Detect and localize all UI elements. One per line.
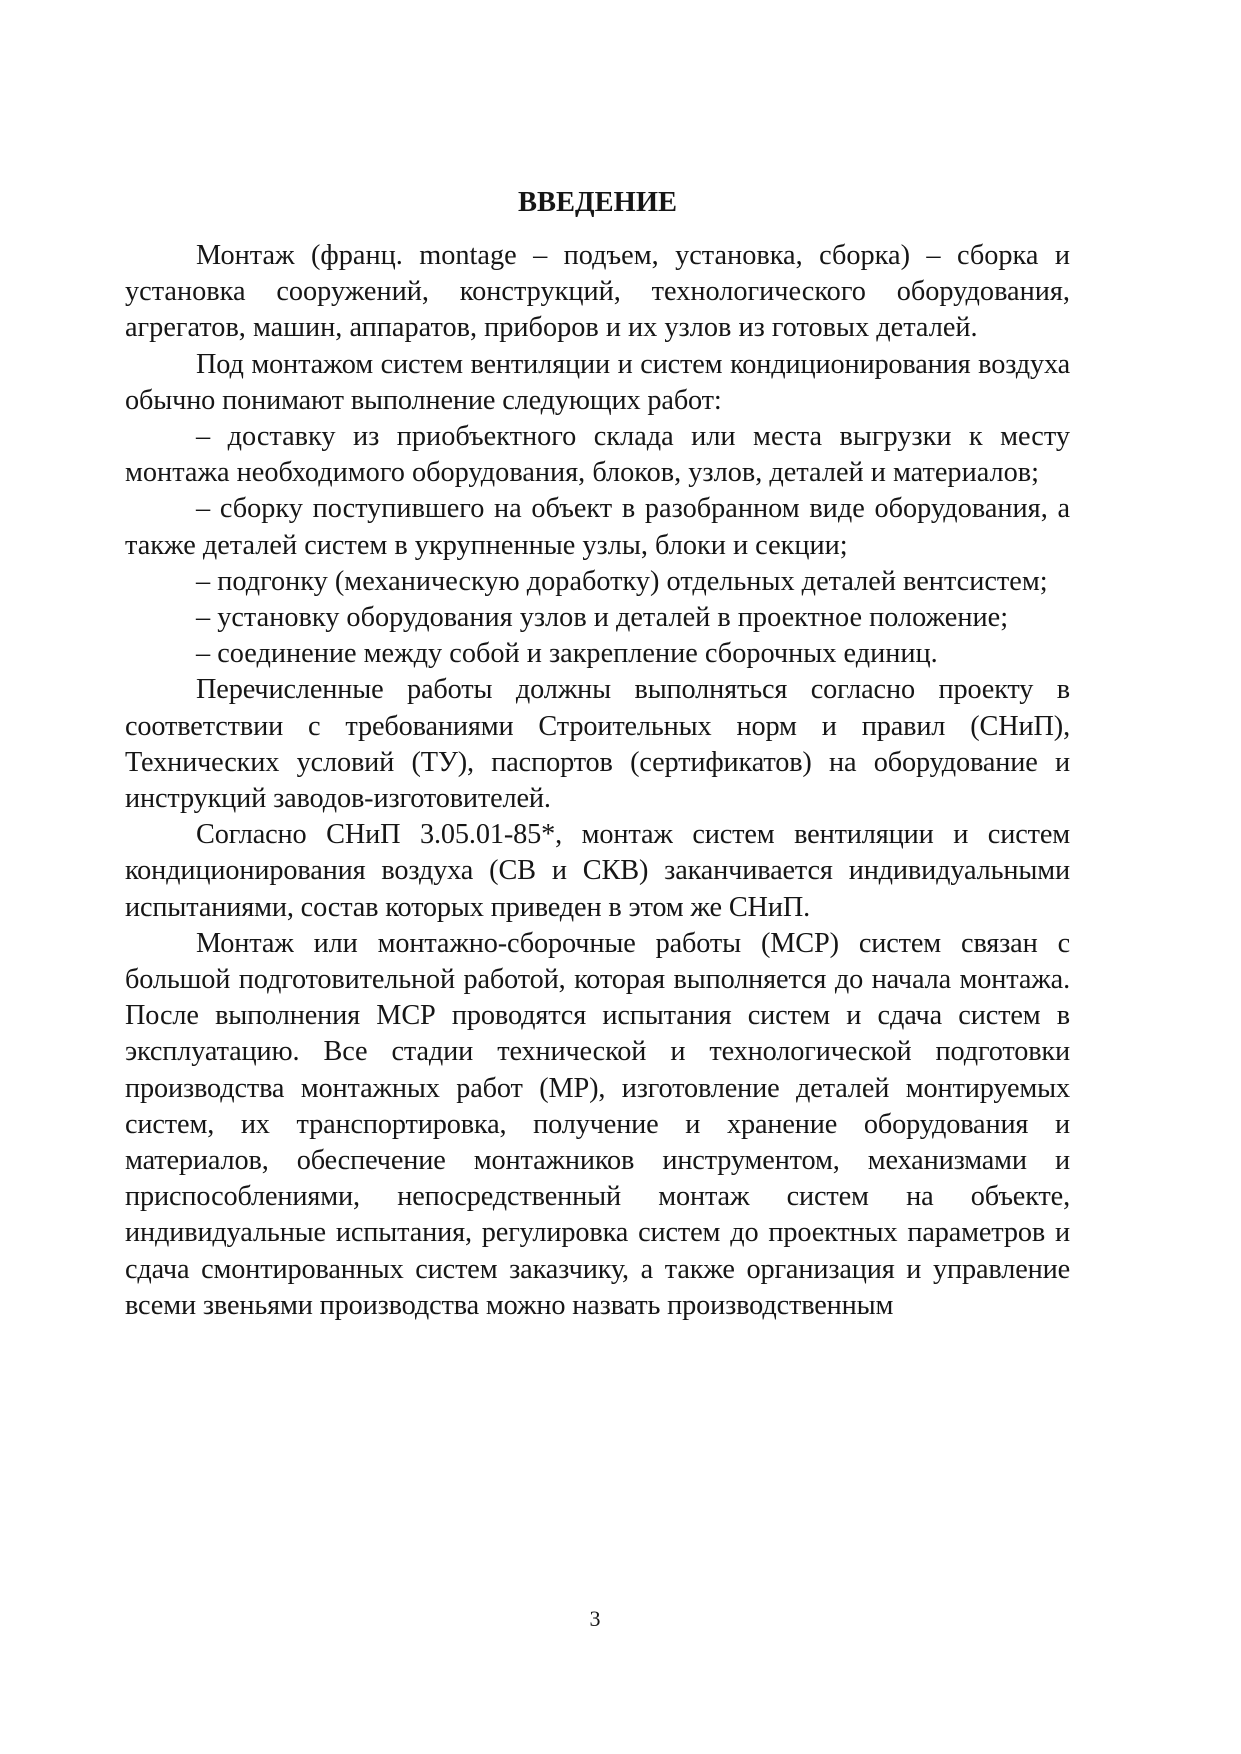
paragraph-joining-item: – соединение между собой и закрепление сборочных единиц. xyxy=(196,638,938,670)
paragraph-delivery-item: – доставку из приобъектного склада или места выгрузки к месту монтажа необходимого оборудования, блоков, узлов, деталей и материалов; xyxy=(125,421,1070,489)
paragraph-montage-definition: Монтаж (франц. montage – подъем, установка, сборка) – сборка и установка сооружений, конструкций, технологического оборудования, агрегатов, машин, аппаратов, приборов и их узлов из готовых деталей. xyxy=(125,240,1070,344)
paragraph-work-list-intro: Под монтажом систем вентиляции и систем кондиционирования воздуха обычно понимают выполнение следующих работ: xyxy=(125,348,1070,416)
paragraph-fitting-item: – подгонку (механическую доработку) отдельных деталей вентсистем; xyxy=(196,565,1048,597)
paragraph-regulations: Перечисленные работы должны выполняться согласно проекту в соответствии с требованиями Строительных норм и правил (СНиП), Технических условий (ТУ), паспортов (сертификатов) на оборудование и инструкций заводов-изготовителей. xyxy=(125,674,1070,815)
page-number: 3 xyxy=(589,1606,601,1631)
body-text xyxy=(125,238,1070,1324)
paragraph-installation-item: – установку оборудования узлов и деталей в проектное положение; xyxy=(196,602,1009,634)
paragraph-snip-reference: Согласно СНиП 3.05.01-85*, монтаж систем вентиляции и систем кондиционирования воздуха (СВ и СКВ) заканчивается индивидуальными испытаниями, состав которых приведен в этом же СНиП. xyxy=(125,819,1070,923)
paragraph-msr-description: Монтаж или монтажно-сборочные работы (МСР) систем связан с большой подготовительной работой, которая выполняется до начала монтажа. После выполнения МСР проводятся испытания систем и сдача систем в эксплуатацию. Все стадии технической и технологической подготовки производства монтажных работ (МР), изготовление деталей монтируемых систем, их транспортировка, получение и хранение оборудования и материалов, обеспечение монтажников инструментом, механизмами и приспособлениями, непосредственный монтаж систем на объекте, индивидуальные испытания, регулировка систем до проектных параметров и сдача смонтированных систем заказчику, а также организация и управление всеми звеньями производства можно назвать производственным xyxy=(125,927,1070,1321)
page-title: ВВЕДЕНИЕ xyxy=(518,187,677,219)
paragraph-assembly-item: – сборку поступившего на объект в разобранном виде оборудования, а также деталей систем в укрупненные узлы, блоки и секции; xyxy=(125,493,1070,561)
